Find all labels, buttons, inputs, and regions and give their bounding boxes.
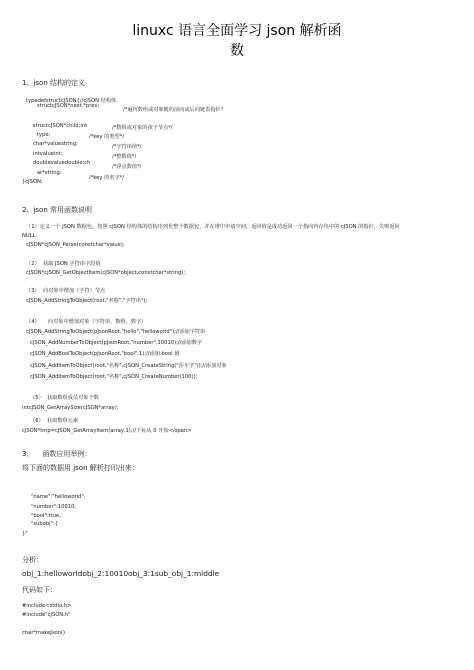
code-comment: /*字符串值*/ (112, 144, 142, 150)
code-line: char*makeJson() (22, 630, 66, 636)
code-comment: /*整数值*/ (112, 154, 137, 160)
code-comment: /*浮点数值*/ (112, 164, 142, 170)
desc-line: NULL (22, 233, 36, 239)
example-intro: 将下面的数据用 json 解析打印出来： (22, 464, 139, 472)
desc-line: （5） 获取数组成员对象个数 (30, 395, 99, 401)
code-line: cJSON_AddItemToObject(root,"名称",cJSON_CreateNumber(100)); (30, 374, 198, 380)
code-line: cJSON_AddItemToObject(root,"名称",cJSON_CreateString("莎车字"));//添加对象 (30, 363, 227, 369)
code-line: cJSON*cJSON_Parse(constchar*value); (26, 242, 125, 248)
desc-line: （4） 向对象中增加对象（字符串、数组、数字） (26, 319, 147, 325)
json-line: "name":"helloworld", (31, 494, 86, 500)
desc-line: （1）定义一个 JSON 数据包，按照 cJSON 结构体的结构序列化整个数据包，并在堆中申请空间，返回值是成功返回一个指向内存块中的 cJSON 的指针，失败返回 (26, 224, 400, 230)
code-line: structcJSON*child;int (33, 123, 88, 129)
page-title-line1: linuxc 语言全面学习 json 解析函 (132, 23, 342, 39)
code-comment: /*key 的名字*/ (89, 175, 124, 181)
json-line: }" (22, 531, 28, 537)
code-line: cJSON_AddStringToObject(pJsonRoot,"hello","helloworld");//添加字符串 (26, 329, 206, 335)
code-line: doublevaluedouble;ch (33, 160, 91, 166)
section-heading-3: 3、 函数应用举例： (22, 450, 92, 458)
code-label: 代码如下： (22, 586, 57, 594)
section-heading-1: 1、json 结构的定义 (22, 79, 85, 87)
code-line: cJSON_AddStringToObject(root,"名称","字符串"); (26, 298, 148, 304)
analysis-value: obj_1:helloworldobj_2:10010obj_3:1sub_obj_1:middle (22, 569, 220, 578)
code-line: structcJSON*next,*prev; (37, 103, 100, 109)
code-line: #include<stdio.h> (22, 603, 72, 609)
code-comment: /*遍历数组或对象链的前向或后向链表指针？ (123, 107, 226, 113)
json-line: "bool":true, (31, 513, 61, 519)
code-comment: /*key 的类型*/ (89, 134, 124, 140)
code-line: type; (37, 132, 51, 138)
code-line: #include"cJSON.h" (22, 612, 71, 618)
code-line: intvalueint; (33, 151, 63, 157)
json-line: "subobj":{ (31, 521, 59, 527)
page-title-line2: 数 (230, 43, 244, 59)
code-line: ar*string; (37, 170, 62, 176)
json-line: "number":10010, (31, 504, 76, 510)
code-comment: /*数组或对象的孩子节点*/ (112, 125, 173, 131)
desc-line: （2） 获取 JSON 字符串字段值 (26, 261, 101, 267)
code-line: cJSON*cJSON_GetObjectItem(cJSON*object,constchar*string); (26, 270, 186, 276)
code-line: cJSON*tmp=cJSON_GetArrayItem(array,1);//下标从 0 开始</span> (22, 428, 192, 434)
code-line: cJSON_AddBoolToObject(pJsonRoot,"bool",1);//添加 bool 值 (30, 351, 180, 357)
code-line: cJSON_AddNumberToObject(pJsonRoot,"number",10010);//添加数字 (30, 340, 203, 346)
desc-line: （6） 获取数组元素 (30, 418, 79, 424)
code-line: typedefstructcJSON{//cJSON 结构体 (26, 98, 117, 104)
desc-line: （3） 向对象中增加（字符）节点 (26, 288, 106, 294)
section-heading-2: 2、json 常用函数说明 (22, 206, 92, 214)
code-line: char*valuestring; (33, 141, 78, 147)
code-line: intcJSON_GetArraySize(cJSON*array); (22, 405, 119, 411)
analysis-label: 分析： (22, 556, 43, 564)
code-line: }cJSON; (22, 179, 43, 185)
